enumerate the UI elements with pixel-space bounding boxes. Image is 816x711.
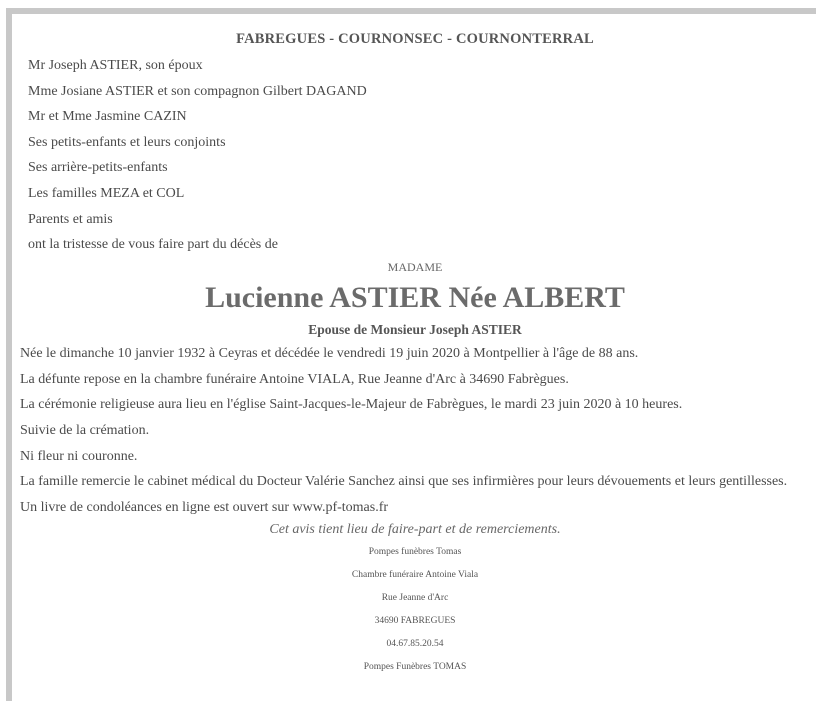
flowers-line: Ni fleur ni couronne. [20,448,138,464]
footer-line: Pompes Funèbres TOMAS [363,661,467,672]
spouse-line: Epouse de Monsieur Joseph ASTIER [308,322,522,338]
title-prefix: MADAME [387,260,443,275]
mourner-line: Mr et Mme Jasmine CAZIN [28,109,187,125]
details-section [20,345,810,516]
thanks-line: La famille remercie le cabinet médical du Docteur Valérie Sanchez ainsi que ses infirmières pour leurs dévouements et leurs gentillesses. [20,474,788,490]
footer-line: 04.67.85.20.54 [386,638,444,649]
mourner-line: Mme Josiane ASTIER et son compagnon Gilbert DAGAND [28,83,367,99]
ceremony-line: La cérémonie religieuse aura lieu en l'église Saint-Jacques-le-Majeur de Fabrègues, le mardi 23 juin 2020 à 10 heures. [20,397,683,413]
condolence-line: Un livre de condoléances en ligne est ouvert sur www.pf-tomas.fr [20,499,389,515]
mourner-line: Ses petits-enfants et leurs conjoints [28,134,226,150]
obituary-notice [6,8,816,701]
mourner-line: Ses arrière-petits-enfants [28,160,168,176]
deceased-name: Lucienne ASTIER Née ALBERT [205,281,625,315]
repose-line: La défunte repose en la chambre funéraire Antoine VIALA, Rue Jeanne d'Arc à 34690 Fabrègues. [20,371,569,387]
cremation-line: Suivie de la crémation. [20,422,150,438]
mourner-line: Les familles MEZA et COL [28,185,185,201]
mourner-line: Mr Joseph ASTIER, son époux [28,58,203,73]
announcement-line: ont la tristesse de vous faire part du décès de [28,237,278,253]
mourner-line: Parents et amis [28,211,113,227]
funeral-home-footer [20,546,810,673]
footer-line: Pompes funèbres Tomas [368,546,462,557]
location-header: FABREGUES - COURNONSEC - COURNONTERRAL [236,31,594,47]
footer-line: Chambre funéraire Antoine Viala [351,569,479,580]
footer-line: Rue Jeanne d'Arc [381,592,449,603]
footer-line: 34690 FABREGUES [374,615,456,626]
closing-note: Cet avis tient lieu de faire-part et de remerciements. [269,521,561,537]
birth-death-line: Née le dimanche 10 janvier 1932 à Ceyras et décédée le vendredi 19 juin 2020 à Montpellier à l'âge de 88 ans. [20,346,639,362]
mourners-list [20,57,810,253]
